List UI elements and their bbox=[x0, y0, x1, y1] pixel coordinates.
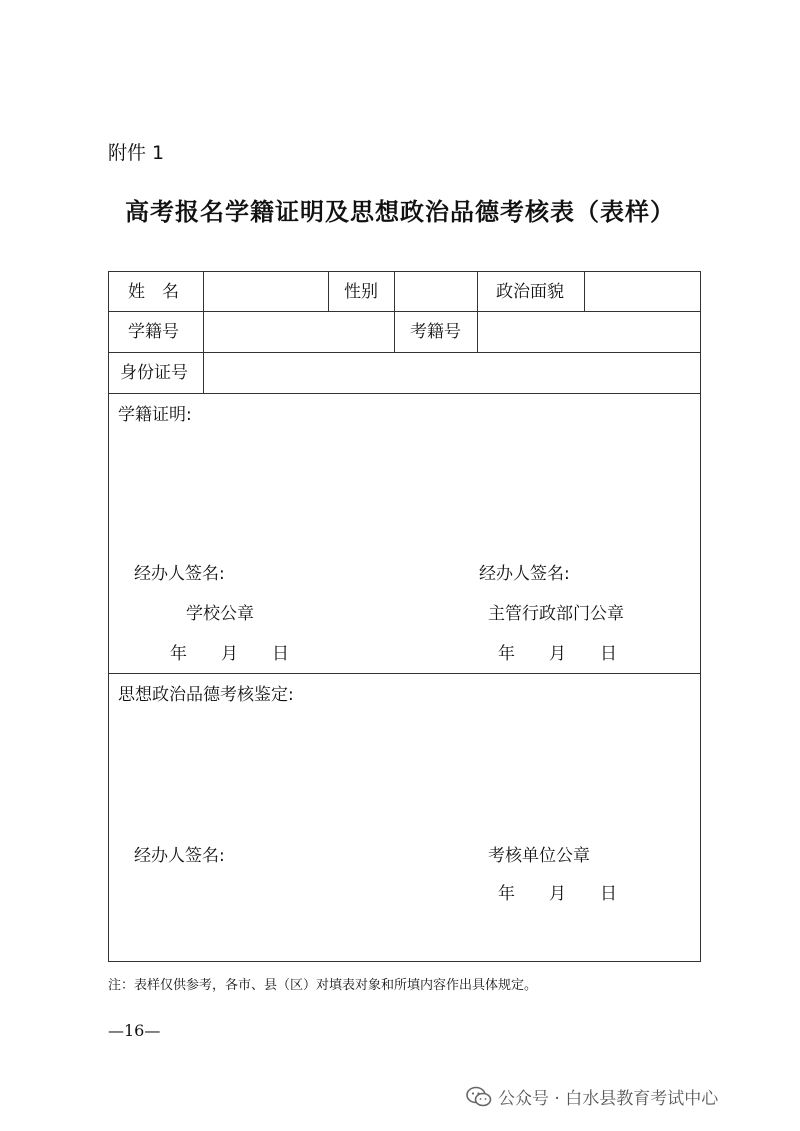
id-card-label: 身份证号 bbox=[120, 363, 188, 383]
admin-seal-label: 主管行政部门公章 bbox=[488, 604, 624, 624]
student-id-label: 学籍号 bbox=[128, 322, 179, 342]
evaluation-seal-label: 考核单位公章 bbox=[488, 846, 590, 866]
page-number: —16— bbox=[108, 1021, 161, 1040]
footnote: 注：表样仅供参考，各市、县（区）对填表对象和所填内容作出具体规定。 bbox=[108, 978, 538, 993]
name-field[interactable] bbox=[204, 272, 328, 311]
left-date-label: 年 月 日 bbox=[170, 644, 289, 664]
right-signer-label: 经办人签名: bbox=[479, 564, 570, 584]
section-divider bbox=[108, 673, 701, 674]
column-divider bbox=[328, 271, 329, 311]
name-label: 姓 名 bbox=[128, 282, 179, 302]
wechat-icon bbox=[466, 1086, 492, 1108]
moral-evaluation-heading: 思想政治品德考核鉴定: bbox=[118, 685, 294, 705]
political-status-field[interactable] bbox=[585, 272, 700, 311]
gender-label: 性别 bbox=[344, 282, 378, 302]
student-id-field[interactable] bbox=[204, 312, 394, 352]
moral-date-label: 年 月 日 bbox=[498, 884, 617, 904]
attachment-label: 附件 1 bbox=[108, 142, 165, 164]
left-signer-label: 经办人签名: bbox=[134, 564, 225, 584]
watermark-text: 公众号 · 白水县教育考试中心 bbox=[498, 1089, 719, 1109]
id-card-field[interactable] bbox=[204, 353, 700, 393]
political-status-label: 政治面貌 bbox=[496, 282, 564, 302]
review-form bbox=[108, 271, 701, 962]
moral-signer-label: 经办人签名: bbox=[134, 846, 225, 866]
row-divider bbox=[108, 961, 701, 962]
page-title: 高考报名学籍证明及思想政治品德考核表（表样） bbox=[125, 197, 675, 226]
column-divider bbox=[700, 271, 701, 962]
column-divider bbox=[108, 271, 109, 962]
right-date-label: 年 月 日 bbox=[498, 644, 617, 664]
school-seal-label: 学校公章 bbox=[186, 604, 254, 624]
enrollment-proof-heading: 学籍证明: bbox=[118, 405, 192, 425]
exam-id-label: 考籍号 bbox=[410, 322, 461, 342]
gender-field[interactable] bbox=[395, 272, 477, 311]
exam-id-field[interactable] bbox=[478, 312, 700, 352]
row-divider bbox=[108, 393, 701, 394]
watermark bbox=[466, 1084, 718, 1109]
